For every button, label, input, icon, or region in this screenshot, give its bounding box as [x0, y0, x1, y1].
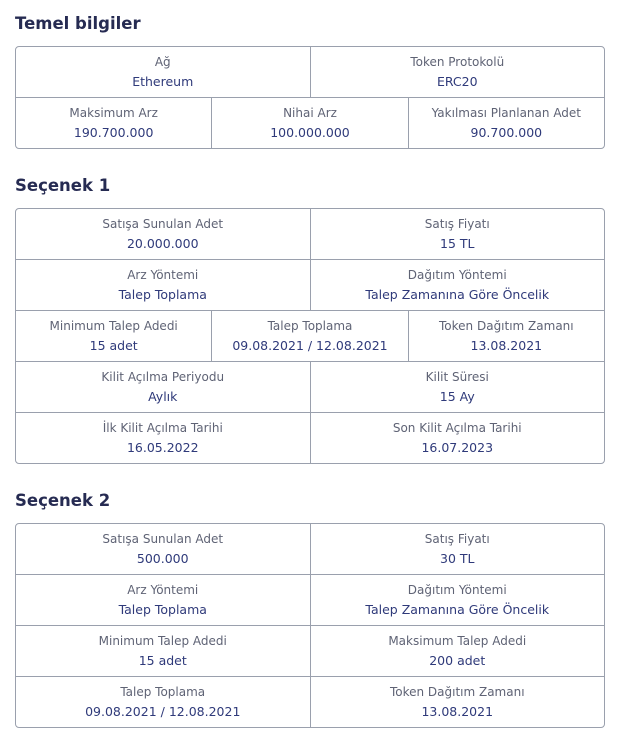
cell-label: Minimum Talep Adedi: [98, 634, 227, 648]
cell-label: Token Dağıtım Zamanı: [439, 319, 574, 333]
cell-label: Talep Toplama: [267, 319, 353, 333]
cell-label: Nihai Arz: [283, 106, 337, 120]
cell-value: ERC20: [436, 74, 478, 89]
info-cell-last-unlock-date: [310, 413, 605, 463]
info-table-secenek-1: [15, 208, 605, 464]
cell-label: Satışa Sunulan Adet: [102, 217, 224, 231]
cell-value: 13.08.2021: [470, 338, 543, 353]
cell-label: Arz Yöntemi: [127, 268, 199, 282]
info-cell-distribution-method: [310, 575, 605, 625]
info-cell-distribution-date: [310, 677, 605, 727]
cell-label: Son Kilit Açılma Tarihi: [392, 421, 522, 435]
table-row: [16, 676, 604, 727]
cell-label: Maksimum Talep Adedi: [388, 634, 527, 648]
cell-value: 500.000: [136, 551, 189, 566]
table-row: [16, 361, 604, 412]
info-cell-request-period: [16, 677, 310, 727]
cell-label: Ağ: [154, 55, 171, 69]
section-title-temel-bilgiler: Temel bilgiler: [15, 14, 141, 33]
cell-label: Minimum Talep Adedi: [49, 319, 178, 333]
info-cell-sale-price: [310, 524, 605, 574]
info-cell-sale-price: [310, 209, 605, 259]
info-cell-min-request: [16, 626, 310, 676]
cell-value: Talep Toplama: [118, 602, 207, 617]
cell-label: Kilit Açılma Periyodu: [101, 370, 225, 384]
table-row: [16, 97, 604, 148]
cell-value: Talep Zamanına Göre Öncelik: [365, 602, 550, 617]
cell-label: İlk Kilit Açılma Tarihi: [102, 421, 223, 435]
cell-label: Yakılması Planlanan Adet: [431, 106, 582, 120]
table-row: [16, 310, 604, 361]
info-cell-first-unlock-date: [16, 413, 310, 463]
cell-value: 100.000.000: [270, 125, 350, 140]
info-cell-max-supply: [16, 98, 211, 148]
table-row: [16, 625, 604, 676]
section-title-secenek-2: Seçenek 2: [15, 491, 111, 510]
cell-value: 90.700.000: [470, 125, 543, 140]
info-cell-supply-method: [16, 260, 310, 310]
cell-value: 200 adet: [429, 653, 486, 668]
cell-value: 09.08.2021 / 12.08.2021: [232, 338, 388, 353]
table-row: [16, 412, 604, 463]
cell-label: Satışa Sunulan Adet: [102, 532, 224, 546]
cell-label: Maksimum Arz: [69, 106, 158, 120]
info-cell-max-request: [310, 626, 605, 676]
table-row: [16, 524, 604, 574]
cell-value: 190.700.000: [73, 125, 154, 140]
table-row: [16, 209, 604, 259]
info-cell-distribution-date: [408, 311, 604, 361]
cell-value: 09.08.2021 / 12.08.2021: [85, 704, 241, 719]
cell-label: Token Dağıtım Zamanı: [389, 685, 525, 699]
info-cell-planned-burn: [408, 98, 604, 148]
info-cell-final-supply: [211, 98, 407, 148]
info-table-secenek-2: [15, 523, 605, 728]
cell-value: Talep Zamanına Göre Öncelik: [365, 287, 550, 302]
cell-label: Arz Yöntemi: [127, 583, 199, 597]
info-cell-unlock-period: [16, 362, 310, 412]
cell-value: 15 adet: [138, 653, 187, 668]
section-title-secenek-1: Seçenek 1: [15, 176, 111, 195]
cell-label: Dağıtım Yöntemi: [407, 268, 507, 282]
cell-value: Talep Toplama: [118, 287, 207, 302]
info-cell-request-period: [211, 311, 407, 361]
info-cell-supply-method: [16, 575, 310, 625]
cell-label: Satış Fiyatı: [424, 532, 490, 546]
info-cell-lock-duration: [310, 362, 605, 412]
cell-value: 15 TL: [440, 236, 475, 251]
cell-label: Token Protokolü: [410, 55, 505, 69]
info-cell-token-protocol: [310, 47, 605, 97]
cell-value: 20.000.000: [126, 236, 199, 251]
info-cell-network: [16, 47, 310, 97]
info-cell-offered-amount: [16, 209, 310, 259]
info-table-temel-bilgiler: [15, 46, 605, 149]
cell-value: Aylık: [148, 389, 178, 404]
table-row: [16, 47, 604, 97]
cell-value: Ethereum: [132, 74, 194, 89]
cell-value: 15 Ay: [439, 389, 475, 404]
cell-label: Kilit Süresi: [425, 370, 489, 384]
cell-label: Talep Toplama: [120, 685, 206, 699]
info-cell-offered-amount: [16, 524, 310, 574]
table-row: [16, 574, 604, 625]
cell-label: Satış Fiyatı: [424, 217, 490, 231]
table-row: [16, 259, 604, 310]
info-cell-min-request: [16, 311, 211, 361]
cell-value: 16.05.2022: [126, 440, 199, 455]
cell-value: 30 TL: [440, 551, 475, 566]
cell-value: 15 adet: [89, 338, 138, 353]
info-cell-distribution-method: [310, 260, 605, 310]
cell-value: 13.08.2021: [421, 704, 494, 719]
cell-label: Dağıtım Yöntemi: [407, 583, 507, 597]
cell-value: 16.07.2023: [421, 440, 494, 455]
